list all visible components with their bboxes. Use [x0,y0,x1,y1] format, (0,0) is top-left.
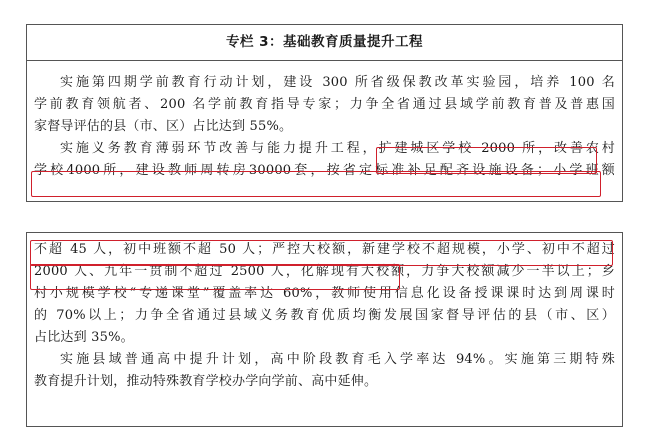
text-line: 学校4000所，建设教师周转房30000套，按省定标准补足配齐设施设备；小学班额 [34,163,615,178]
text-line: 学前教育领航者、200 名学前教育指导专家；力争全省通过县域学前教育普及普惠国 [34,97,615,112]
text-line: 村小规模学校“专递课堂”覆盖率达 60%，教师使用信息化设备授课课时达到周课时 [34,286,615,301]
text-line: 占比达到 35%。 [34,330,134,345]
text-line: 实施县域普通高中提升计划，高中阶段教育毛入学率达 94%。实施第三期特殊 [60,352,615,367]
box-body-bottom [27,233,622,393]
text-line: 家督导评估的县（市、区）占比达到 55%。 [34,119,293,134]
box-body-top [27,61,622,182]
text-line: 实施第四期学前教育行动计划，建设 300 所省级保教改革实验园，培养 100 名 [60,75,615,90]
text-line: 实施义务教育薄弱环节改善与能力提升工程，扩建城区学校 2000 所，改善农村 [60,141,615,156]
feature-box-top [26,24,623,202]
box-title: 专栏 3：基础教育质量提升工程 [27,25,622,61]
text-line: 的 70%以上；力争全省通过县域义务教育优质均衡发展国家督导评估的县（市、区） [34,308,615,323]
feature-box-bottom [26,232,623,427]
text-line: 2000 人、九年一贯制不超过 2500 人，化解现有大校额，力争大校额减少一半以上；乡 [34,264,615,279]
text-line: 不超 45 人，初中班额不超 50 人；严控大校额，新建学校不超规模，小学、初中不超过 [34,242,615,257]
text-line: 教育提升计划，推动特殊教育学校办学向学前、高中延伸。 [34,374,378,389]
